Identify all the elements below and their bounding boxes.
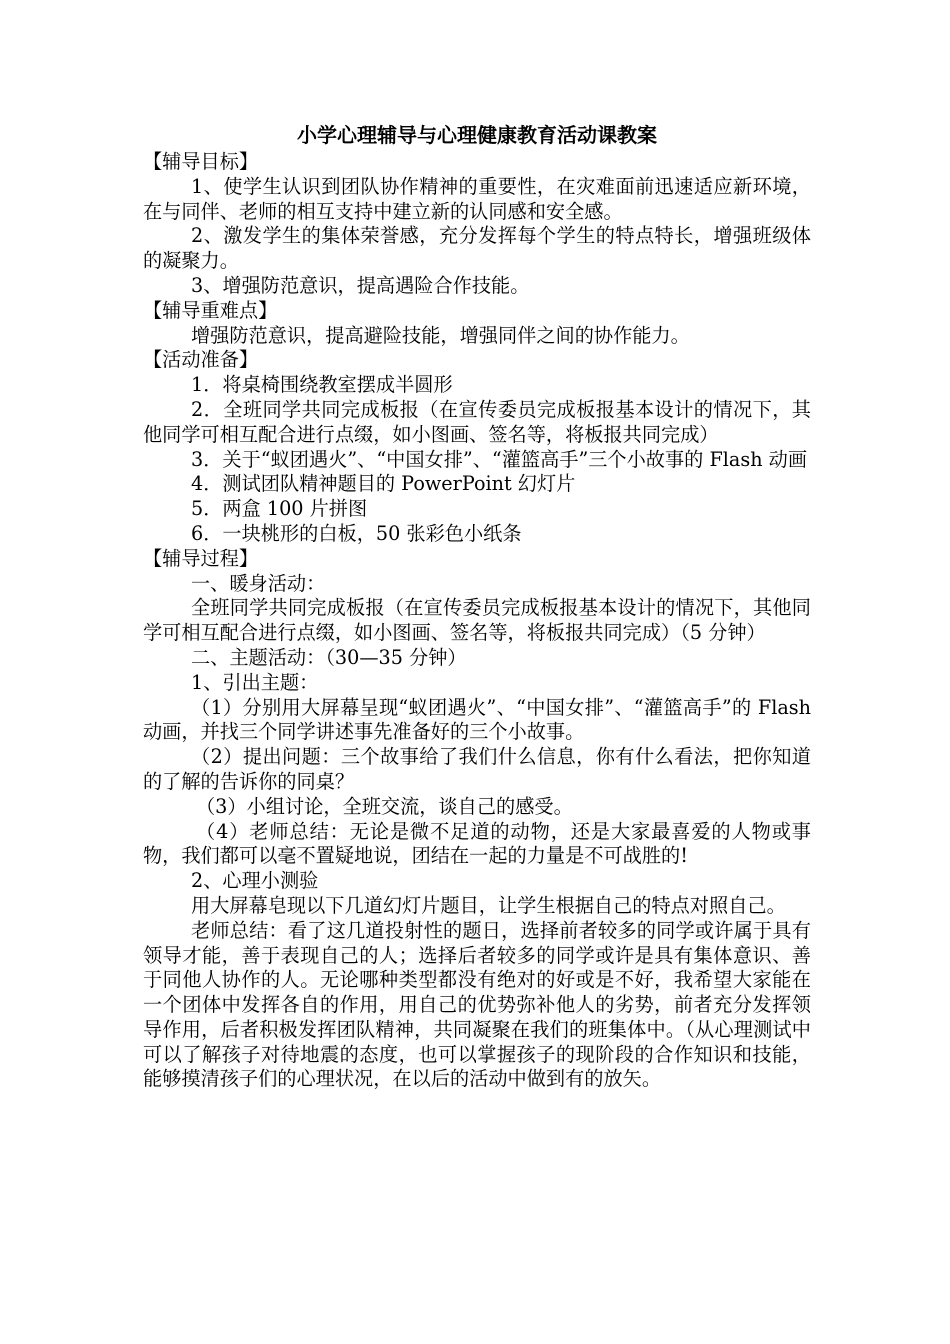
- paragraph: （3）小组讨论，全班交流，谈自己的感受。: [196, 794, 573, 818]
- paragraph: （2）提出问题：三个故事给了我们什么信息，你有什么看法，把你知道的了解的告诉你的同桌？: [143, 745, 811, 793]
- document-body: [143, 120, 811, 1092]
- document-title: 小学心理辅导与心理健康教育活动课教案: [297, 123, 657, 147]
- section-heading: 【活动准备】: [143, 348, 259, 372]
- paragraph: 老师总结：看了这几道投射性的题日，选择前者较多的同学或许属于具有领导才能，善于表现自己的人；选择后者较多的同学或许是具有集体意识、善于同他人协作的人。无论哪种类型都没有绝对的好或是不好，我希望大家能在一个团体中发挥各自的作用，用自己的优势弥补他人的劣势，前者充分发挥领导作用，后者积极发挥团队精神，共同凝聚在我们的班集体中。（从心理测试中可以了解孩子对待地震的态度，也可以掌握孩子的现阶段的合作知识和技能，能够摸清孩子们的心理状况，在以后的活动中做到有的放矢。: [143, 918, 811, 1091]
- paragraph: （1）分别用大屏幕呈现“蚁团遇火”、“中国女排”、“灌篮高手”的 Flash 动画，并找三个同学讲述事先准备好的三个小故事。: [143, 695, 811, 744]
- paragraph-list: [143, 150, 811, 1092]
- paragraph: 3、增强防范意识，提高遇险合作技能。: [191, 273, 530, 297]
- section-heading: 【辅导过程】: [143, 546, 259, 570]
- section-heading: 【辅导目标】: [143, 150, 259, 173]
- paragraph: 用大屏幕皂现以下几道幻灯片题目，让学生根据自己的特点对照自己。: [191, 893, 786, 917]
- paragraph: （4）老师总结：无论是微不足道的动物，还是大家最喜爱的人物或事物，我们都可以毫不置疑地说，团结在一起的力量是不可战胜的!: [143, 819, 811, 868]
- paragraph: 1、使学生认识到团队协作精神的重要性，在灾难面前迅速适应新环境，在与同伴、老师的相互支持中建立新的认同感和安全感。: [143, 174, 811, 223]
- paragraph: 3．关于“蚁团遇火”、“中国女排”、“灌篮高手”三个小故事的 Flash 动画: [191, 447, 808, 471]
- paragraph: 4．测试团队精神题目的 PowerPoint 幻灯片: [191, 472, 576, 496]
- paragraph: 6．一块桃形的白板，50 张彩色小纸条: [191, 521, 522, 545]
- paragraph: 二、主题活动：（30—35 分钟）: [191, 645, 467, 669]
- paragraph: 增强防范意识，提高避险技能，增强同伴之间的协作能力。: [191, 323, 690, 347]
- paragraph: 一、暖身活动：: [191, 571, 326, 595]
- paragraph: 2、激发学生的集体荣誉感，充分发挥每个学生的特点特长，增强班级体的凝聚力。: [143, 224, 811, 273]
- paragraph: 全班同学共同完成板报（在宣传委员完成板报基本设计的情况下，其他同学可相互配合进行点缀，如小图画、签名等，将板报共同完成）（5 分钟）: [143, 596, 811, 645]
- paragraph: 5．两盒 100 片拼图: [191, 497, 368, 521]
- paragraph: 2、心理小测验: [191, 869, 319, 893]
- section-heading: 【辅导重难点】: [143, 298, 278, 322]
- paragraph: 1、引出主题：: [191, 670, 319, 694]
- paragraph: 1．将桌椅围绕教室摆成半圆形: [191, 373, 453, 397]
- paragraph: 2．全班同学共同完成板报（在宣传委员完成板报基本设计的情况下，其他同学可相互配合进行点缀，如小图画、签名等，将板报共同完成）: [143, 397, 811, 446]
